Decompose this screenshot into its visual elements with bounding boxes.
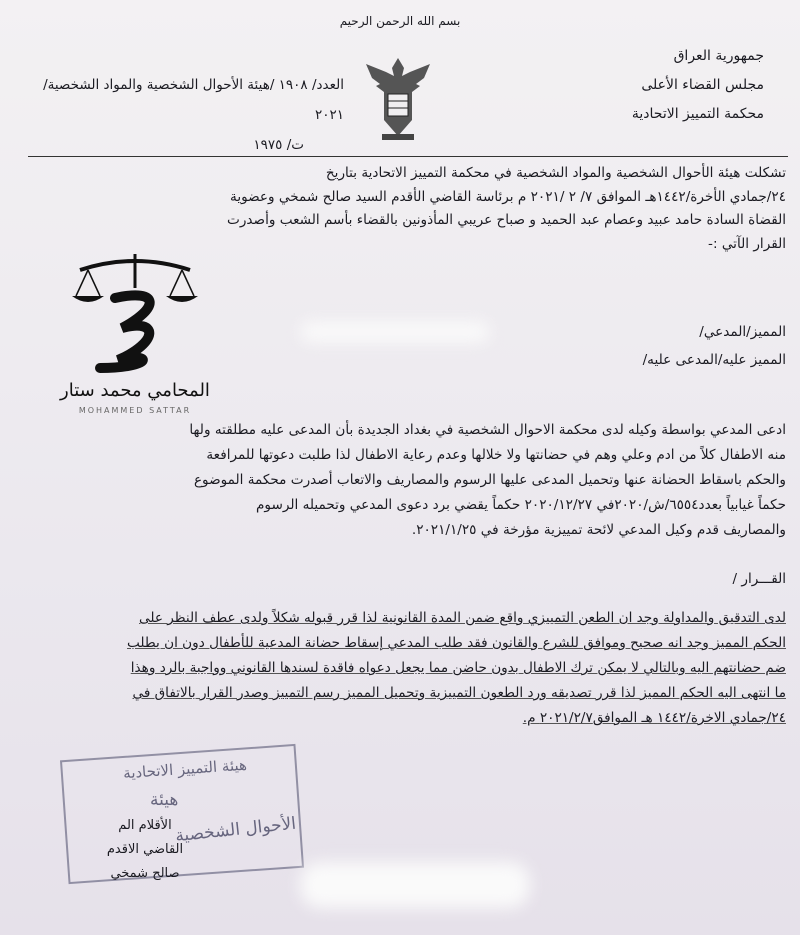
text-line: تشكلت هيئة الأحوال الشخصية والمواد الشخصية في محكمة التمييز الاتحادية بتاريخ (325, 165, 786, 181)
intro-paragraph (10, 162, 786, 256)
stamp-line: الأحوال الشخصية (174, 813, 297, 847)
issuer-block (564, 42, 764, 129)
text-line: والمصاريف قدم وكيل المدعي لائحة تمييزية مؤرخة في ٢٠٢١/١/٢٥. (411, 522, 786, 538)
appellant-label: المميز/المدعي/ (699, 324, 786, 340)
iraq-eagle-emblem (358, 50, 438, 145)
decision-paragraph (10, 606, 786, 731)
stamp-line: هيئة التمييز الاتحادية (122, 755, 248, 783)
text-line: حكماً غيابياً بعدد٦٥٥٤/ش/٢٠٢٠في ٢٠٢٠/١٢/٢٧ حكماً يقضي برد دعوى المدعي وتحميله الرسوم (256, 497, 786, 513)
redaction-blur (300, 322, 490, 342)
stamp-line: هيئة (150, 790, 179, 810)
facts-paragraph (10, 418, 786, 543)
text-line: ٢٤/جمادي الاخرة/١٤٤٢ هـ الموافق٢٠٢١/٢/٧ م. (522, 710, 786, 726)
decision-title: القـــرار / (732, 571, 786, 587)
redaction-blur (300, 862, 530, 908)
text-line: ادعى المدعي بواسطة وكيله لدى محكمة الاحوال الشخصية في بغداد الجديدة بأن المدعى عليه مطلقته ولها (189, 422, 786, 438)
text-line: والحكم باسقاط الحضانة عنها وتحميل المدعى عليها الرسوم والمصاريف والاتعاب أصدرت محكمة الموضوع (193, 472, 786, 488)
basmala: بسم الله الرحمن الرحيم (339, 14, 461, 28)
lawyer-name: المحامي محمد ستار (60, 380, 210, 401)
text-line: لدى التدقيق والمداولة وجد ان الطعن التمييزي واقع ضمن المدة القانونية لذا قرر قبوله شكلاً ولدى عطف النظر على (139, 610, 786, 626)
issuer-line: جمهورية العراق (673, 48, 764, 64)
decision-heading (10, 568, 786, 592)
text-line: القرار الآتي :- (708, 235, 786, 252)
text-line: الحكم المميز وجد انه صحيح وموافق للشرع والقانون فقد طلب المدعي إسقاط حضانة المدعية للأطفال دون ان يطلب (127, 635, 786, 651)
case-date: ت/ ١٩٧٥ (253, 137, 304, 153)
signature-name: صالح شمخي (110, 866, 180, 881)
signature-line: الأقلام الم (118, 818, 172, 833)
lawyer-name-latin: MOHAMMED SATTAR (78, 406, 192, 415)
header-divider (28, 156, 788, 157)
issuer-line: محكمة التمييز الاتحادية (631, 106, 764, 122)
case-number: العدد/ ١٩٠٨ /هيئة الأحوال الشخصية والمواد الشخصية/ ٢٠٢١ (43, 77, 344, 123)
text-line: ضم حضانتهم اليه وبالتالي لا يمكن ترك الاطفال بدون حاضن مما يجعل دعواه فاقدة لسندها القانوني وواجبة بالرد وهذا (130, 660, 786, 676)
text-line: منه الاطفال كلاً من ادم وعلي وهم في حضانتها ولا خلالها وعدم رعاية الاطفال لذا طلبت دعوتها للمرافعة (206, 447, 786, 463)
text-line: ما انتهى اليه الحكم المميز لذا قرر تصديقه ورد الطعون التمييزية وتحميل المميز رسم التمييز وصدر القرار بالاتفاق في (132, 685, 786, 701)
issuer-line: مجلس القضاء الأعلى (641, 77, 764, 93)
text-line: القضاة السادة حامد عبيد وعصام عبد الحميد و صباح عريبي المأذونين بالقضاء بأسم الشعب وأصدرت (227, 212, 786, 228)
signature-title: القاضي الاقدم (106, 842, 184, 857)
respondent-label: المميز عليه/المدعى عليه/ (642, 352, 786, 368)
reference-block (14, 70, 344, 160)
text-line: ٢٤/جمادي الأخرة/١٤٤٢هـ الموافق ٧/ ٢ /٢٠٢١ م برئاسة القاضي الأقدم السيد صالح شمخي وعضوية (230, 188, 786, 205)
